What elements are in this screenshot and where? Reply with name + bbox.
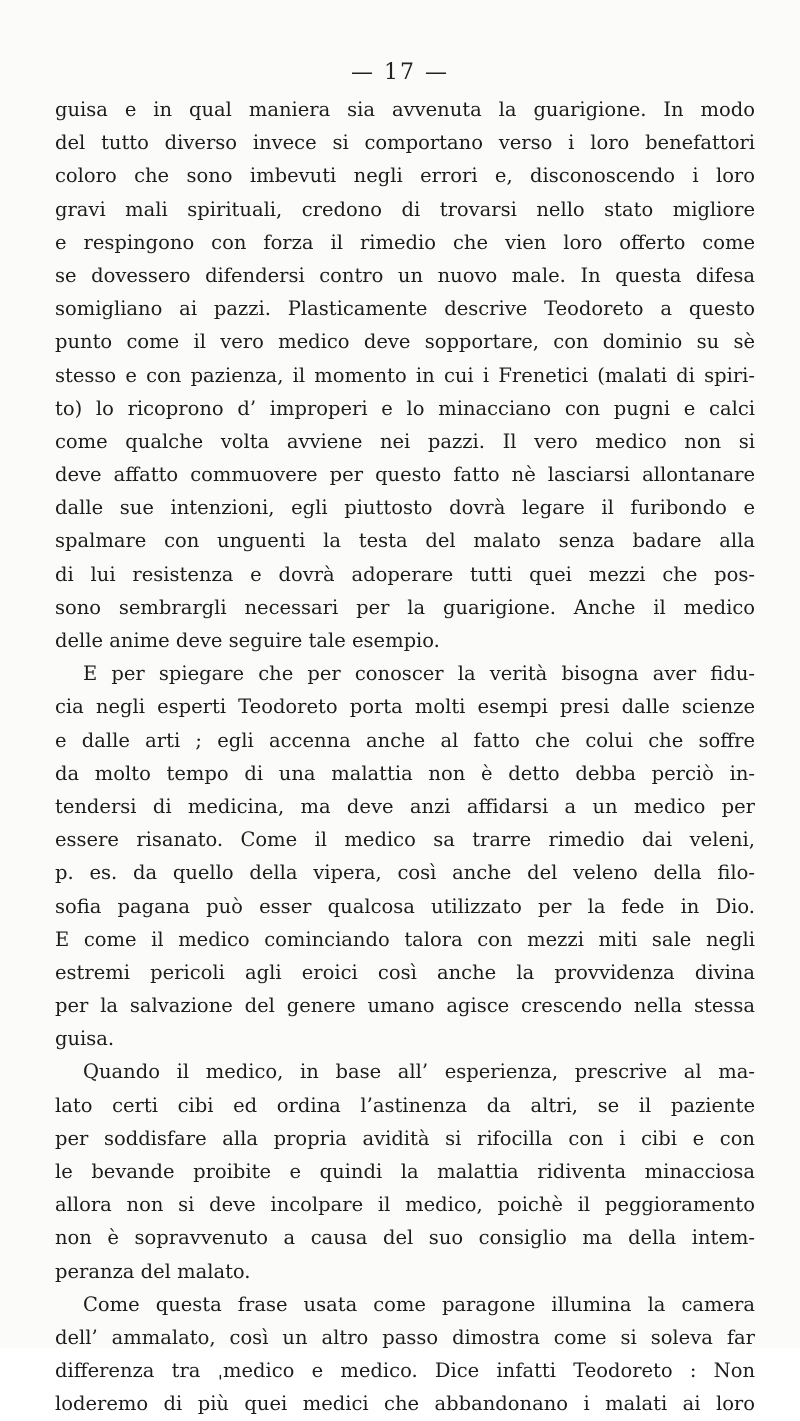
text-line: da molto tempo di una malattia non è detto debba perciò in-: [55, 761, 755, 785]
text-line: coloro che sono imbevuti negli errori e, disconoscendo i loro: [55, 164, 755, 188]
text-line: essere risanato. Come il medico sa trarre rimedio dai veleni,: [55, 828, 755, 852]
text-line: come qualche volta avviene nei pazzi. Il vero medico non si: [55, 429, 755, 453]
text-line: le bevande proibite e quindi la malattia ridiventa minacciosa: [55, 1160, 755, 1183]
text-line: E come il medico cominciando talora con mezzi miti sale negli: [55, 927, 755, 951]
text-line: guisa e in qual maniera sia avvenuta la guarigione. In modo: [55, 98, 755, 121]
text-line: dell’ ammalato, così un altro passo dimostra come si soleva far: [55, 1325, 755, 1349]
text-line: somigliano ai pazzi. Plasticamente descrive Teodoreto a questo: [55, 297, 755, 321]
text-line: Quando il medico, in base all’ esperienza, prescrive al ma-: [83, 1060, 755, 1084]
text-line: sono sembrargli necessari per la guarigione. Anche il medico: [55, 595, 755, 619]
text-line: differenza tra ˌmedico e medico. Dice infatti Teodoreto : Non: [55, 1359, 755, 1383]
text-line: allora non si deve incolpare il medico, poichè il peggioramento: [55, 1193, 755, 1217]
text-line: per la salvazione del genere umano agisce crescendo nella stessa: [55, 994, 755, 1018]
text-line: cia negli esperti Teodoreto porta molti esempi presi dalle scienze: [55, 695, 755, 719]
text-line: deve affatto commuovere per questo fatto nè lasciarsi allontanare: [55, 463, 755, 487]
text-line: se dovessero difendersi contro un nuovo male. In questa difesa: [55, 263, 755, 287]
body-text: [55, 93, 755, 1421]
text-line: tendersi di medicina, ma deve anzi affidarsi a un medico per: [55, 794, 755, 818]
text-line: sofia pagana può esser qualcosa utilizzato per la fede in Dio.: [55, 894, 755, 918]
text-line: lato certi cibi ed ordina l’astinenza da altri, se il paziente: [55, 1093, 755, 1117]
text-line: non è sopravvenuto a causa del suo consiglio ma della intem-: [55, 1226, 755, 1250]
text-line: punto come il vero medico deve sopportare, con dominio su sè: [55, 330, 755, 354]
text-line: e dalle arti ; egli accenna anche al fatto che colui che soffre: [55, 728, 755, 752]
text-line: stesso e con pazienza, il momento in cui i Frenetici (malati di spiri-: [55, 363, 755, 387]
text-line: per soddisfare alla propria avidità si rifocilla con i cibi e con: [55, 1126, 755, 1150]
text-line: guisa.: [55, 1027, 115, 1051]
text-line: E per spiegare che per conoscer la verità bisogna aver fidu-: [83, 662, 755, 686]
text-line: peranza del malato.: [55, 1259, 251, 1283]
text-line: dalle sue intenzioni, egli piuttosto dovrà legare il furibondo e: [55, 496, 755, 520]
text-line: Come questa frase usata come paragone illumina la camera: [83, 1292, 755, 1316]
text-line: di lui resistenza e dovrà adoperare tutti quei mezzi che pos-: [55, 562, 755, 586]
text-line: e respingono con forza il rimedio che vien loro offerto come: [55, 230, 755, 254]
text-line: loderemo di più quei medici che abbandonano i malati ai loro: [55, 1392, 755, 1416]
text-line: to) lo ricoprono d’ improperi e lo minacciano con pugni e calci: [55, 396, 755, 420]
text-line: estremi pericoli agli eroici così anche la provvidenza divina: [55, 960, 755, 984]
text-line: gravi mali spirituali, credono di trovarsi nello stato migliore: [55, 197, 755, 221]
page-number: — 17 —: [351, 60, 449, 85]
text-line: delle anime deve seguire tale esempio.: [55, 629, 440, 652]
text-line: del tutto diverso invece si comportano verso i loro benefattori: [55, 131, 755, 155]
text-line: spalmare con unguenti la testa del malato senza badare alla: [55, 529, 755, 553]
text-line: p. es. da quello della vipera, così anche del veleno della filo-: [55, 861, 755, 885]
